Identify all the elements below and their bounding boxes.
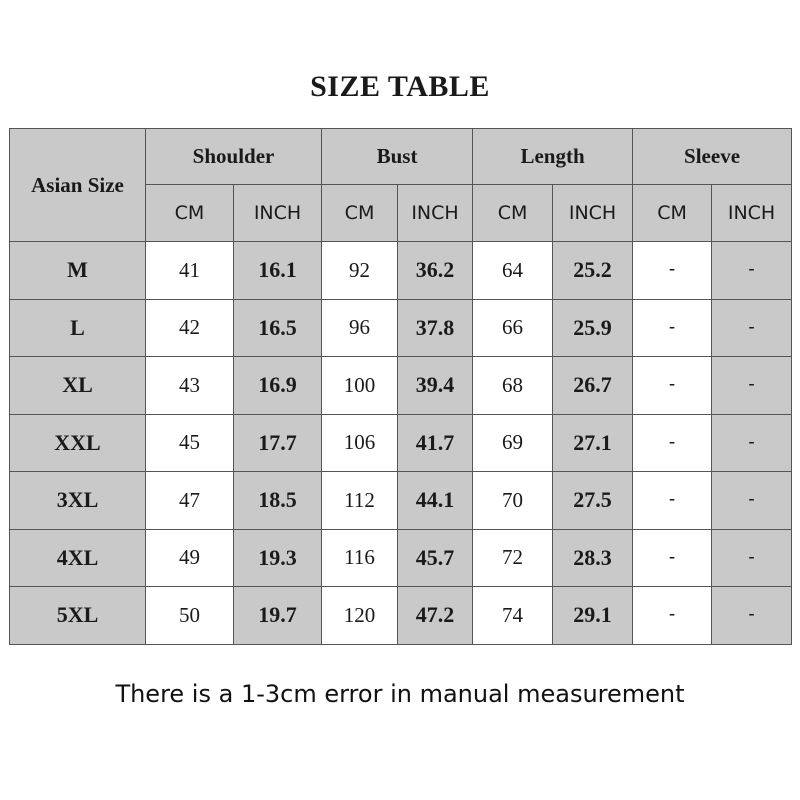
sleeve-cm-value: - — [633, 414, 712, 472]
header-row-groups — [10, 129, 792, 185]
length-header: Length — [473, 129, 633, 185]
sleeve-header: Sleeve — [633, 129, 792, 185]
length-inch-value: 27.5 — [553, 472, 633, 530]
length-inch-value: 29.1 — [553, 587, 633, 645]
shoulder-inch-value: 16.9 — [234, 357, 322, 415]
size-table — [9, 128, 792, 645]
bust-cm-value: 116 — [322, 529, 398, 587]
sleeve-inch-value: - — [712, 299, 792, 357]
asian-size-header: Asian Size — [10, 129, 146, 242]
sleeve-inch-value: - — [712, 414, 792, 472]
bust-inch-value: 37.8 — [398, 299, 473, 357]
bust-inch-value: 41.7 — [398, 414, 473, 472]
size-label: L — [10, 299, 146, 357]
length-cm-value: 70 — [473, 472, 553, 530]
length-cm-value: 69 — [473, 414, 553, 472]
length-inch-value: 28.3 — [553, 529, 633, 587]
shoulder-cm-header: CM — [146, 185, 234, 242]
length-cm-value: 64 — [473, 242, 553, 300]
sleeve-cm-value: - — [633, 299, 712, 357]
table-row — [10, 587, 792, 645]
table-row — [10, 242, 792, 300]
sleeve-inch-header: INCH — [712, 185, 792, 242]
shoulder-header: Shoulder — [146, 129, 322, 185]
size-label: 4XL — [10, 529, 146, 587]
shoulder-cm-value: 50 — [146, 587, 234, 645]
measurement-note: There is a 1-3cm error in manual measurement — [115, 680, 685, 708]
length-inch-value: 25.2 — [553, 242, 633, 300]
bust-inch-value: 44.1 — [398, 472, 473, 530]
shoulder-inch-header: INCH — [234, 185, 322, 242]
sleeve-inch-value: - — [712, 529, 792, 587]
length-cm-value: 72 — [473, 529, 553, 587]
bust-cm-value: 96 — [322, 299, 398, 357]
length-cm-header: CM — [473, 185, 553, 242]
bust-inch-header: INCH — [398, 185, 473, 242]
sleeve-cm-header: CM — [633, 185, 712, 242]
shoulder-inch-value: 16.1 — [234, 242, 322, 300]
shoulder-cm-value: 45 — [146, 414, 234, 472]
size-label: 5XL — [10, 587, 146, 645]
shoulder-inch-value: 18.5 — [234, 472, 322, 530]
length-cm-value: 66 — [473, 299, 553, 357]
shoulder-cm-value: 43 — [146, 357, 234, 415]
bust-cm-value: 120 — [322, 587, 398, 645]
bust-cm-value: 112 — [322, 472, 398, 530]
size-label: XL — [10, 357, 146, 415]
bust-cm-value: 92 — [322, 242, 398, 300]
table-row — [10, 472, 792, 530]
size-label: M — [10, 242, 146, 300]
page-title: SIZE TABLE — [310, 70, 490, 103]
sleeve-cm-value: - — [633, 529, 712, 587]
size-label: 3XL — [10, 472, 146, 530]
sleeve-cm-value: - — [633, 472, 712, 530]
bust-cm-value: 100 — [322, 357, 398, 415]
sleeve-inch-value: - — [712, 472, 792, 530]
table-row — [10, 414, 792, 472]
bust-header: Bust — [322, 129, 473, 185]
sleeve-inch-value: - — [712, 242, 792, 300]
bust-inch-value: 45.7 — [398, 529, 473, 587]
shoulder-inch-value: 19.3 — [234, 529, 322, 587]
table-row — [10, 299, 792, 357]
sleeve-cm-value: - — [633, 242, 712, 300]
shoulder-cm-value: 47 — [146, 472, 234, 530]
shoulder-cm-value: 42 — [146, 299, 234, 357]
bust-cm-header: CM — [322, 185, 398, 242]
sleeve-inch-value: - — [712, 587, 792, 645]
shoulder-cm-value: 49 — [146, 529, 234, 587]
sleeve-inch-value: - — [712, 357, 792, 415]
length-inch-header: INCH — [553, 185, 633, 242]
length-inch-value: 26.7 — [553, 357, 633, 415]
shoulder-inch-value: 19.7 — [234, 587, 322, 645]
shoulder-inch-value: 17.7 — [234, 414, 322, 472]
length-inch-value: 25.9 — [553, 299, 633, 357]
bust-inch-value: 47.2 — [398, 587, 473, 645]
length-inch-value: 27.1 — [553, 414, 633, 472]
length-cm-value: 74 — [473, 587, 553, 645]
sleeve-cm-value: - — [633, 357, 712, 415]
bust-cm-value: 106 — [322, 414, 398, 472]
table-row — [10, 357, 792, 415]
shoulder-inch-value: 16.5 — [234, 299, 322, 357]
bust-inch-value: 36.2 — [398, 242, 473, 300]
table-row — [10, 529, 792, 587]
bust-inch-value: 39.4 — [398, 357, 473, 415]
length-cm-value: 68 — [473, 357, 553, 415]
size-label: XXL — [10, 414, 146, 472]
shoulder-cm-value: 41 — [146, 242, 234, 300]
sleeve-cm-value: - — [633, 587, 712, 645]
